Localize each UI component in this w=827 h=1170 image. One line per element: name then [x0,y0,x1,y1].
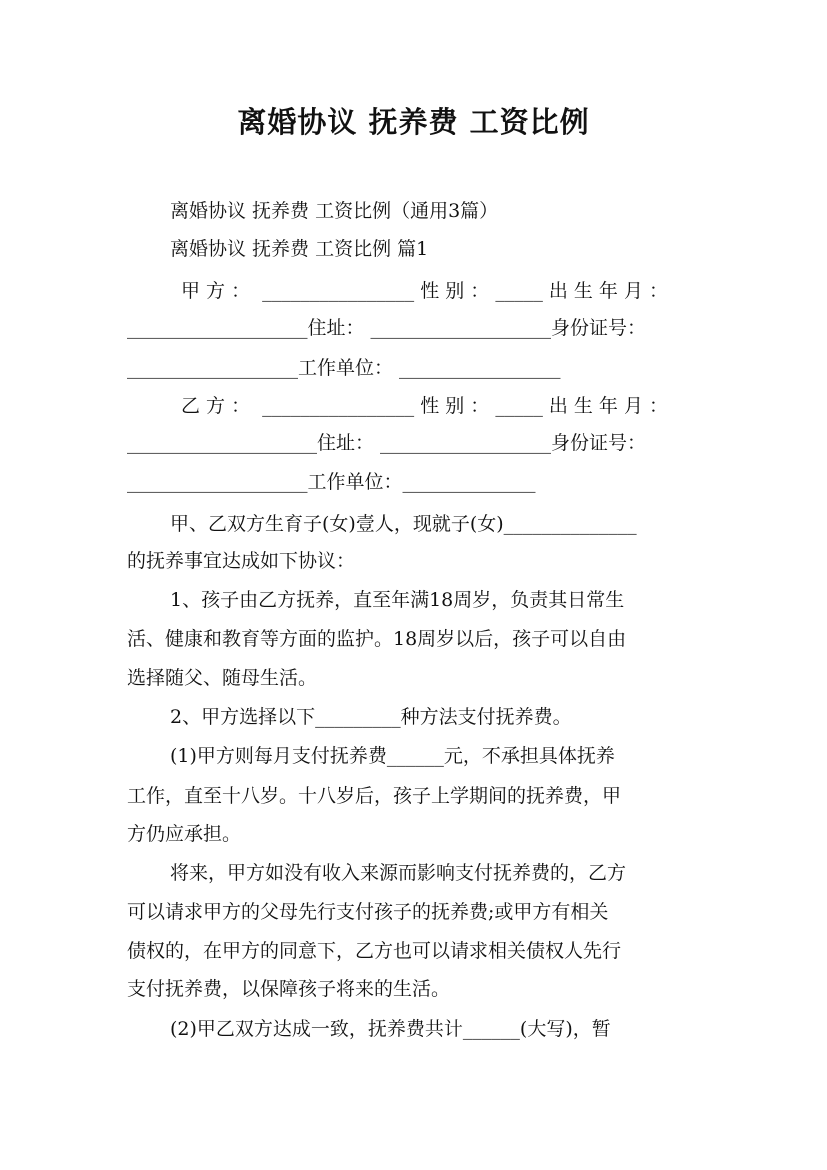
document-title: 离婚协议 抚养费 工资比例 [237,105,590,139]
paragraph-line: 的抚养事宜达成如下协议： [127,550,356,572]
party-a-line-1: 甲 方 ： ________________ 性 别 ： _____ 出 生 年 月 ： [181,280,669,302]
section-heading: 离婚协议 抚养费 工资比例 篇1 [170,238,429,260]
paragraph-line: 选择随父、随母生活。 [127,667,318,689]
paragraph-line: 工作，直至十八岁。十八岁后，孩子上学期间的抚养费，甲 [127,785,622,807]
party-a-line-3: __________________工作单位： _________________ [127,357,561,379]
paragraph-line: 债权的，在甲方的同意下，乙方也可以请求相关债权人先行 [127,940,622,962]
paragraph-line: 1、孩子由乙方抚养，直至年满18周岁，负责其日常生 [170,589,625,611]
paragraph-line: 甲、乙双方生育子(女)壹人，现就子(女)______________ [170,513,637,535]
subtitle-line: 离婚协议 抚养费 工资比例（通用3篇） [170,200,499,222]
paragraph-line: 方仍应承担。 [127,823,242,845]
paragraph-line: (2)甲乙双方达成一致，抚养费共计______(大写)，暂 [170,1018,611,1040]
paragraph-line: 支付抚养费，以保障孩子将来的生活。 [127,978,451,1000]
party-b-line-2: ____________________住址： __________________身份证号： [127,432,647,454]
party-b-line-3: ___________________工作单位：______________ [127,471,536,493]
paragraph-line: 将来，甲方如没有收入来源而影响支付抚养费的，乙方 [170,862,627,884]
paragraph-line: 活、健康和教育等方面的监护。18周岁以后，孩子可以自由 [127,628,627,650]
party-b-line-1: 乙 方 ： ________________ 性 别 ： _____ 出 生 年 月 ： [181,395,669,417]
paragraph-line: (1)甲方则每月支付抚养费______元，不承担具体抚养 [170,745,615,767]
paragraph-line: 2、甲方选择以下_________种方法支付抚养费。 [170,706,572,728]
party-a-line-2: ___________________住址： ___________________身份证号： [127,317,647,339]
paragraph-line: 可以请求甲方的父母先行支付孩子的抚养费;或甲方有相关 [127,901,609,923]
